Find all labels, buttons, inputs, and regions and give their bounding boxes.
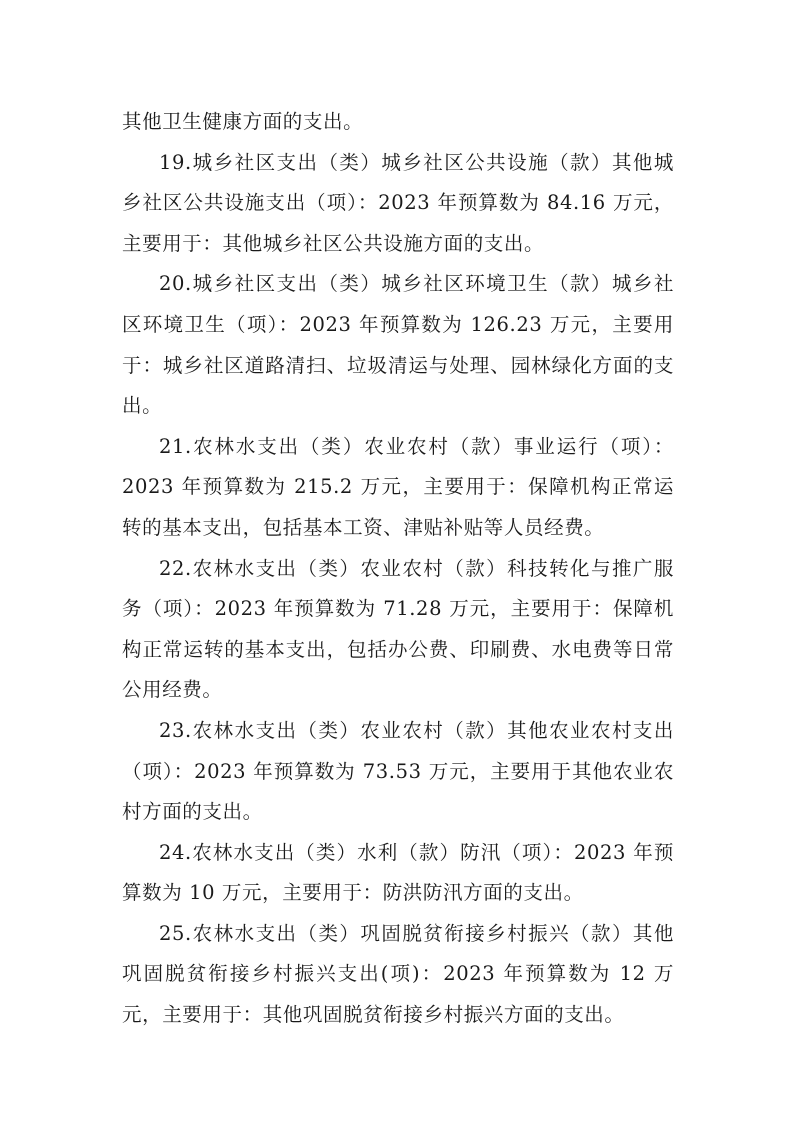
paragraph-item-19: 19.城乡社区支出（类）城乡社区公共设施（款）其他城乡社区公共设施支出（项）：2023 年预算数为 84.16 万元，主要用于：其他城乡社区公共设施方面的支出。 (122, 150, 674, 255)
paragraph-item-21: 21.农林水支出（类）农业农村（款）事业运行（项）：2023 年预算数为 215.2 万元，主要用于：保障机构正常运转的基本支出，包括基本工资、津贴补贴等人员经费。 (122, 434, 674, 539)
document-body (122, 102, 674, 1036)
paragraph-item-24: 24.农林水支出（类）水利（款）防汛（项）：2023 年预算数为 10 万元，主要用于：防洪防汛方面的支出。 (122, 840, 674, 905)
paragraph-item-22: 22.农林水支出（类）农业农村（款）科技转化与推广服务（项）：2023 年预算数为 71.28 万元，主要用于：保障机构正常运转的基本支出，包括办公费、印刷费、水电费等日常公用经费。 (122, 556, 674, 702)
paragraph-continuation: 其他卫生健康方面的支出。 (122, 110, 364, 133)
paragraph-item-23: 23.农林水支出（类）农业农村（款）其他农业农村支出（项）：2023 年预算数为 73.53 万元，主要用于其他农业农村方面的支出。 (122, 718, 674, 824)
paragraph-item-20: 20.城乡社区支出（类）城乡社区环境卫生（款）城乡社区环境卫生（项）：2023 年预算数为 126.23 万元，主要用于：城乡社区道路清扫、垃圾清运与处理、园林绿化方面的支出。 (122, 272, 674, 418)
paragraph-item-25: 25.农林水支出（类）巩固脱贫衔接乡村振兴（款）其他巩固脱贫衔接乡村振兴支出(项)：2023 年预算数为 12 万元，主要用于：其他巩固脱贫衔接乡村振兴方面的支出。 (122, 921, 674, 1027)
